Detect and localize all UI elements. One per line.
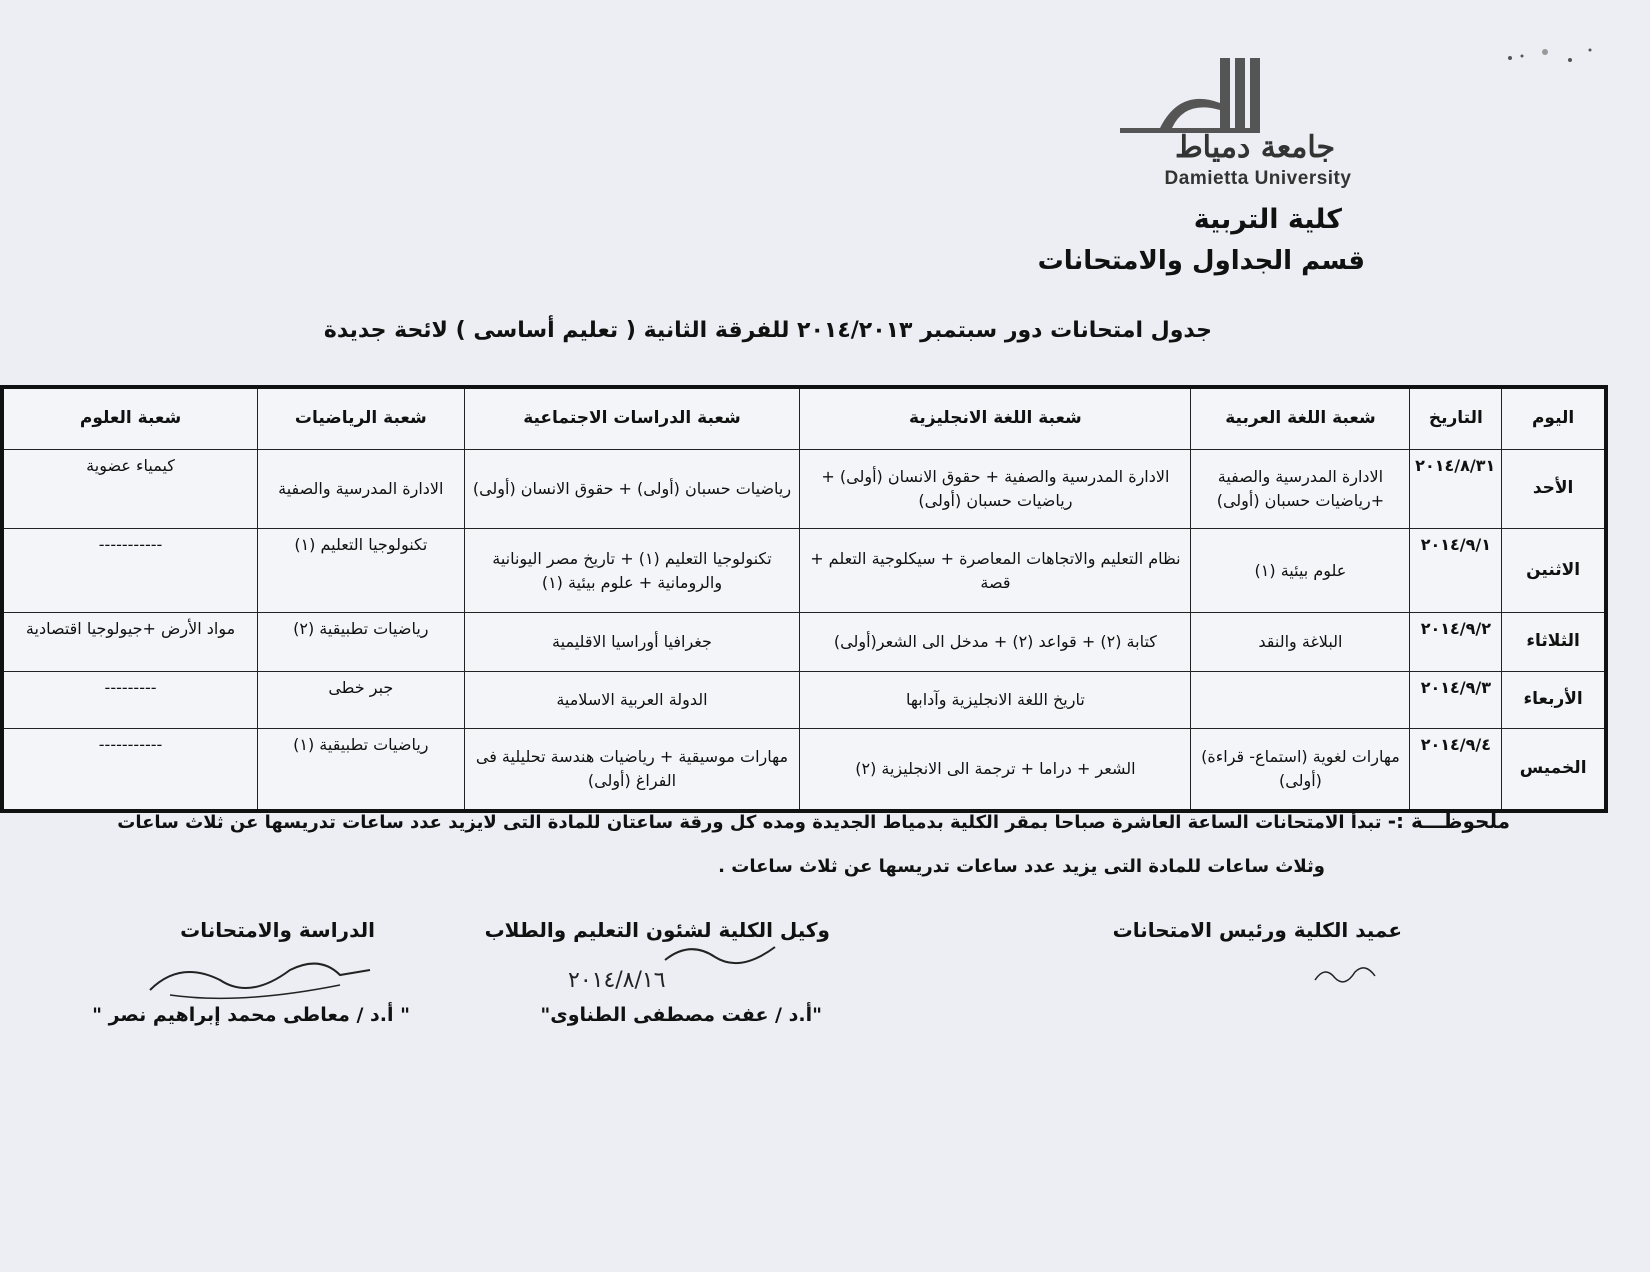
cell-social: رياضيات حسبان (أولى) + حقوق الانسان (أولى) bbox=[464, 450, 800, 529]
header-day: اليوم bbox=[1502, 387, 1606, 450]
cell-date: ٢٠١٤/٩/٤ bbox=[1410, 729, 1502, 812]
table-row bbox=[2, 613, 1606, 672]
exams-office-title: الدراسة والامتحانات bbox=[180, 918, 375, 942]
dean-title: عميد الكلية ورئيس الامتحانات bbox=[1112, 918, 1402, 942]
cell-day: الثلاثاء bbox=[1502, 613, 1606, 672]
dean-name: " أ.د / معاطى محمد إبراهيم نصر " bbox=[92, 1004, 410, 1026]
header-science: شعبة العلوم bbox=[2, 387, 258, 450]
note-block bbox=[10, 797, 1510, 888]
cell-arabic: الادارة المدرسية والصفية +رياضيات حسبان (أولى) bbox=[1191, 450, 1410, 529]
vice-dean-title: وكيل الكلية لشئون التعليم والطلاب bbox=[484, 918, 830, 942]
table-row bbox=[2, 672, 1606, 729]
cell-social: الدولة العربية الاسلامية bbox=[464, 672, 800, 729]
cell-english: كتابة (٢) + قواعد (٢) + مدخل الى الشعر(أولى) bbox=[800, 613, 1191, 672]
table-row bbox=[2, 450, 1606, 529]
cell-social: مهارات موسيقية + رياضيات هندسة تحليلية فى الفراغ (أولى) bbox=[464, 729, 800, 812]
note-text-1: تبدأ الامتحانات الساعة العاشرة صباحا بمقر الكلية بدمياط الجديدة ومده كل ورقة ساعتان للمادة التى لايزيد عدد ساعات تدريسها عن ثلاث ساعات bbox=[117, 812, 1382, 833]
cell-english: الادارة المدرسية والصفية + حقوق الانسان (أولى) + رياضيات حسبان (أولى) bbox=[800, 450, 1191, 529]
header-math: شعبة الرياضيات bbox=[258, 387, 464, 450]
stamp-marks bbox=[1500, 40, 1610, 70]
vice-dean-name: "أ.د / عفت مصطفى الطناوى" bbox=[540, 1004, 822, 1026]
cell-social: جغرافيا أوراسيا الاقليمية bbox=[464, 613, 800, 672]
note-label: ملحوظـــة :- bbox=[1387, 809, 1510, 833]
cell-math: الادارة المدرسية والصفية bbox=[258, 450, 464, 529]
cell-day: الأحد bbox=[1502, 450, 1606, 529]
cell-date: ٢٠١٤/٩/١ bbox=[1410, 529, 1502, 613]
cell-english: الشعر + دراما + ترجمة الى الانجليزية (٢) bbox=[800, 729, 1191, 812]
cell-science: ----------- bbox=[2, 529, 258, 613]
cell-arabic: علوم بيئية (١) bbox=[1191, 529, 1410, 613]
header-arabic: شعبة اللغة العربية bbox=[1191, 387, 1410, 450]
cell-arabic bbox=[1191, 672, 1410, 729]
cell-science: ----------- bbox=[2, 729, 258, 812]
cell-science: --------- bbox=[2, 672, 258, 729]
vice-dean-signature bbox=[660, 935, 780, 975]
note-text-2: وثلاث ساعات للمادة التى يزيد عدد ساعات تدريسها عن ثلاث ساعات . bbox=[718, 856, 1325, 877]
cell-day: الأربعاء bbox=[1502, 672, 1606, 729]
logo-english-text: Damietta University bbox=[1164, 168, 1352, 189]
cell-science: كيمياء عضوية bbox=[2, 450, 258, 529]
cell-date: ٢٠١٤/٩/٣ bbox=[1410, 672, 1502, 729]
cell-date: ٢٠١٤/٩/٢ bbox=[1410, 613, 1502, 672]
cell-date: ٢٠١٤/٨/٣١ bbox=[1410, 450, 1502, 529]
document-title: جدول امتحانات دور سبتمبر ٢٠١٤/٢٠١٣ للفرقة الثانية ( تعليم أساسى ) لائحة جديدة bbox=[323, 318, 1212, 343]
cell-day: الاثنين bbox=[1502, 529, 1606, 613]
department-name: قسم الجداول والامتحانات bbox=[1037, 246, 1365, 276]
handwritten-date: ٢٠١٤/٨/١٦ bbox=[568, 968, 666, 993]
cell-math: رياضيات تطبيقية (٢) bbox=[258, 613, 464, 672]
dean-signature bbox=[140, 950, 380, 1010]
table-row bbox=[2, 529, 1606, 613]
header-social: شعبة الدراسات الاجتماعية bbox=[464, 387, 800, 450]
cell-arabic: البلاغة والنقد bbox=[1191, 613, 1410, 672]
faculty-name: كلية التربية bbox=[1193, 204, 1342, 235]
cell-arabic: مهارات لغوية (استماع- قراءة) (أولى) bbox=[1191, 729, 1410, 812]
cell-math: تكنولوجيا التعليم (١) bbox=[258, 529, 464, 613]
header-date: التاريخ bbox=[1410, 387, 1502, 450]
cell-math: جبر خطى bbox=[258, 672, 464, 729]
header-english: شعبة اللغة الانجليزية bbox=[800, 387, 1191, 450]
cell-science: مواد الأرض +جيولوجيا اقتصادية bbox=[2, 613, 258, 672]
exam-schedule-table bbox=[0, 385, 1608, 813]
cell-social: تكنولوجيا التعليم (١) + تاريخ مصر اليونانية والرومانية + علوم بيئية (١) bbox=[464, 529, 800, 613]
table-header-row bbox=[2, 387, 1606, 450]
exams-office-signature bbox=[1310, 960, 1380, 990]
cell-math: رياضيات تطبيقية (١) bbox=[258, 729, 464, 812]
logo-arabic-text: جامعة دمياط bbox=[1174, 130, 1336, 165]
note-line-1 bbox=[10, 797, 1510, 845]
cell-day: الخميس bbox=[1502, 729, 1606, 812]
cell-english: تاريخ اللغة الانجليزية وآدابها bbox=[800, 672, 1191, 729]
cell-english: نظام التعليم والاتجاهات المعاصرة + سيكلوجية التعلم + قصة bbox=[800, 529, 1191, 613]
